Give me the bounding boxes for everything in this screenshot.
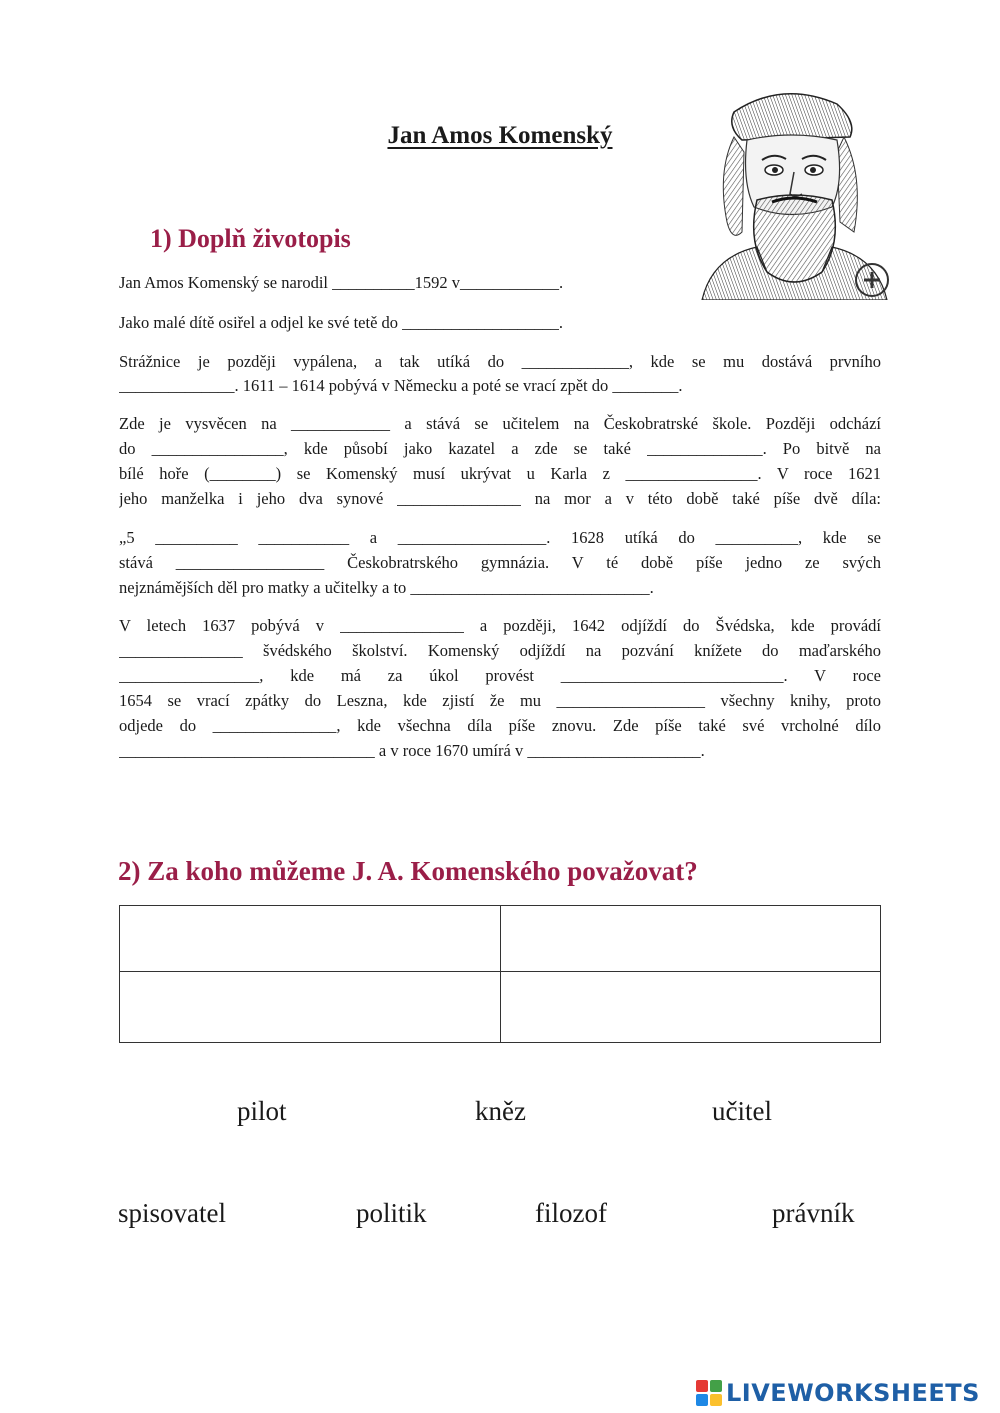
text-line: Jako malé dítě osiřel a odjel ke své tetě do ___________________.: [119, 313, 564, 332]
text-line: stává __________________ Českobratrského gymnázia. V té době píše jedno ze svých: [119, 553, 881, 572]
word-option[interactable]: kněz: [475, 1096, 526, 1126]
answer-drop-cell[interactable]: [500, 972, 881, 1043]
brand-name: LIVEWORKSHEETS: [726, 1379, 980, 1407]
word-option[interactable]: právník: [772, 1198, 855, 1228]
word-option[interactable]: filozof: [535, 1198, 607, 1228]
text-line: ______________. 1611 – 1614 pobývá v Německu a poté se vrací zpět do ________.: [119, 376, 683, 395]
answer-drop-cell[interactable]: [120, 972, 501, 1043]
section1-heading: 1) Doplň životopis: [150, 224, 351, 253]
text-line: jeho manželka i jeho dva synové _______________ na mor a v této době také píše dvě díla:: [119, 489, 881, 508]
answer-table: [119, 905, 881, 1043]
text-line: Jan Amos Komenský se narodil __________1592 v____________.: [119, 273, 564, 292]
text-line: _________________, kde má za úkol provést ___________________________. V roce: [119, 666, 881, 685]
text-line: _______________ švédského školství. Komenský odjíždí na pozvání knížete do maďarského: [119, 641, 881, 660]
text-line: bílé hoře (________) se Komenský musí ukrývat u Karla z ________________. V roce 1621: [119, 464, 881, 483]
answer-drop-cell[interactable]: [500, 906, 881, 972]
text-line: _______________________________ a v roce 1670 umírá v _____________________.: [119, 741, 705, 760]
portrait-engraving-icon: [672, 82, 902, 300]
text-line: 1654 se vrací zpátky do Leszna, kde zjistí že mu __________________ všechny knihy, proto: [119, 691, 881, 710]
page-title: Jan Amos Komenský: [387, 122, 613, 149]
text-line: Zde je vysvěcen na ____________ a stává se učitelem na Českobratrské škole. Později odchází: [119, 414, 881, 433]
word-option[interactable]: učitel: [712, 1096, 772, 1126]
text-line: odjede do _______________, kde všechna díla píše znovu. Zde píše také své vrcholné dílo: [119, 716, 881, 735]
text-line: nejznámějších děl pro matky a učitelky a to _____________________________.: [119, 578, 654, 597]
text-line: do ________________, kde působí jako kazatel a zde se také ______________. Po bitvě na: [119, 439, 881, 458]
liveworksheets-logo-icon: [696, 1380, 722, 1406]
section2-heading: 2) Za koho můžeme J. A. Komenského považovat?: [118, 856, 698, 886]
answer-drop-cell[interactable]: [120, 906, 501, 972]
liveworksheets-brand[interactable]: [696, 1378, 980, 1408]
word-option[interactable]: spisovatel: [118, 1198, 226, 1228]
word-option[interactable]: pilot: [237, 1096, 287, 1126]
text-line: Strážnice je později vypálena, a tak utíká do _____________, kde se mu dostává prvního: [119, 352, 881, 371]
text-line: „5 __________ ___________ a __________________. 1628 utíká do __________, kde se: [119, 528, 881, 547]
text-line: V letech 1637 pobývá v _______________ a později, 1642 odjíždí do Švédska, kde provádí: [119, 616, 881, 635]
word-option[interactable]: politik: [356, 1198, 427, 1228]
